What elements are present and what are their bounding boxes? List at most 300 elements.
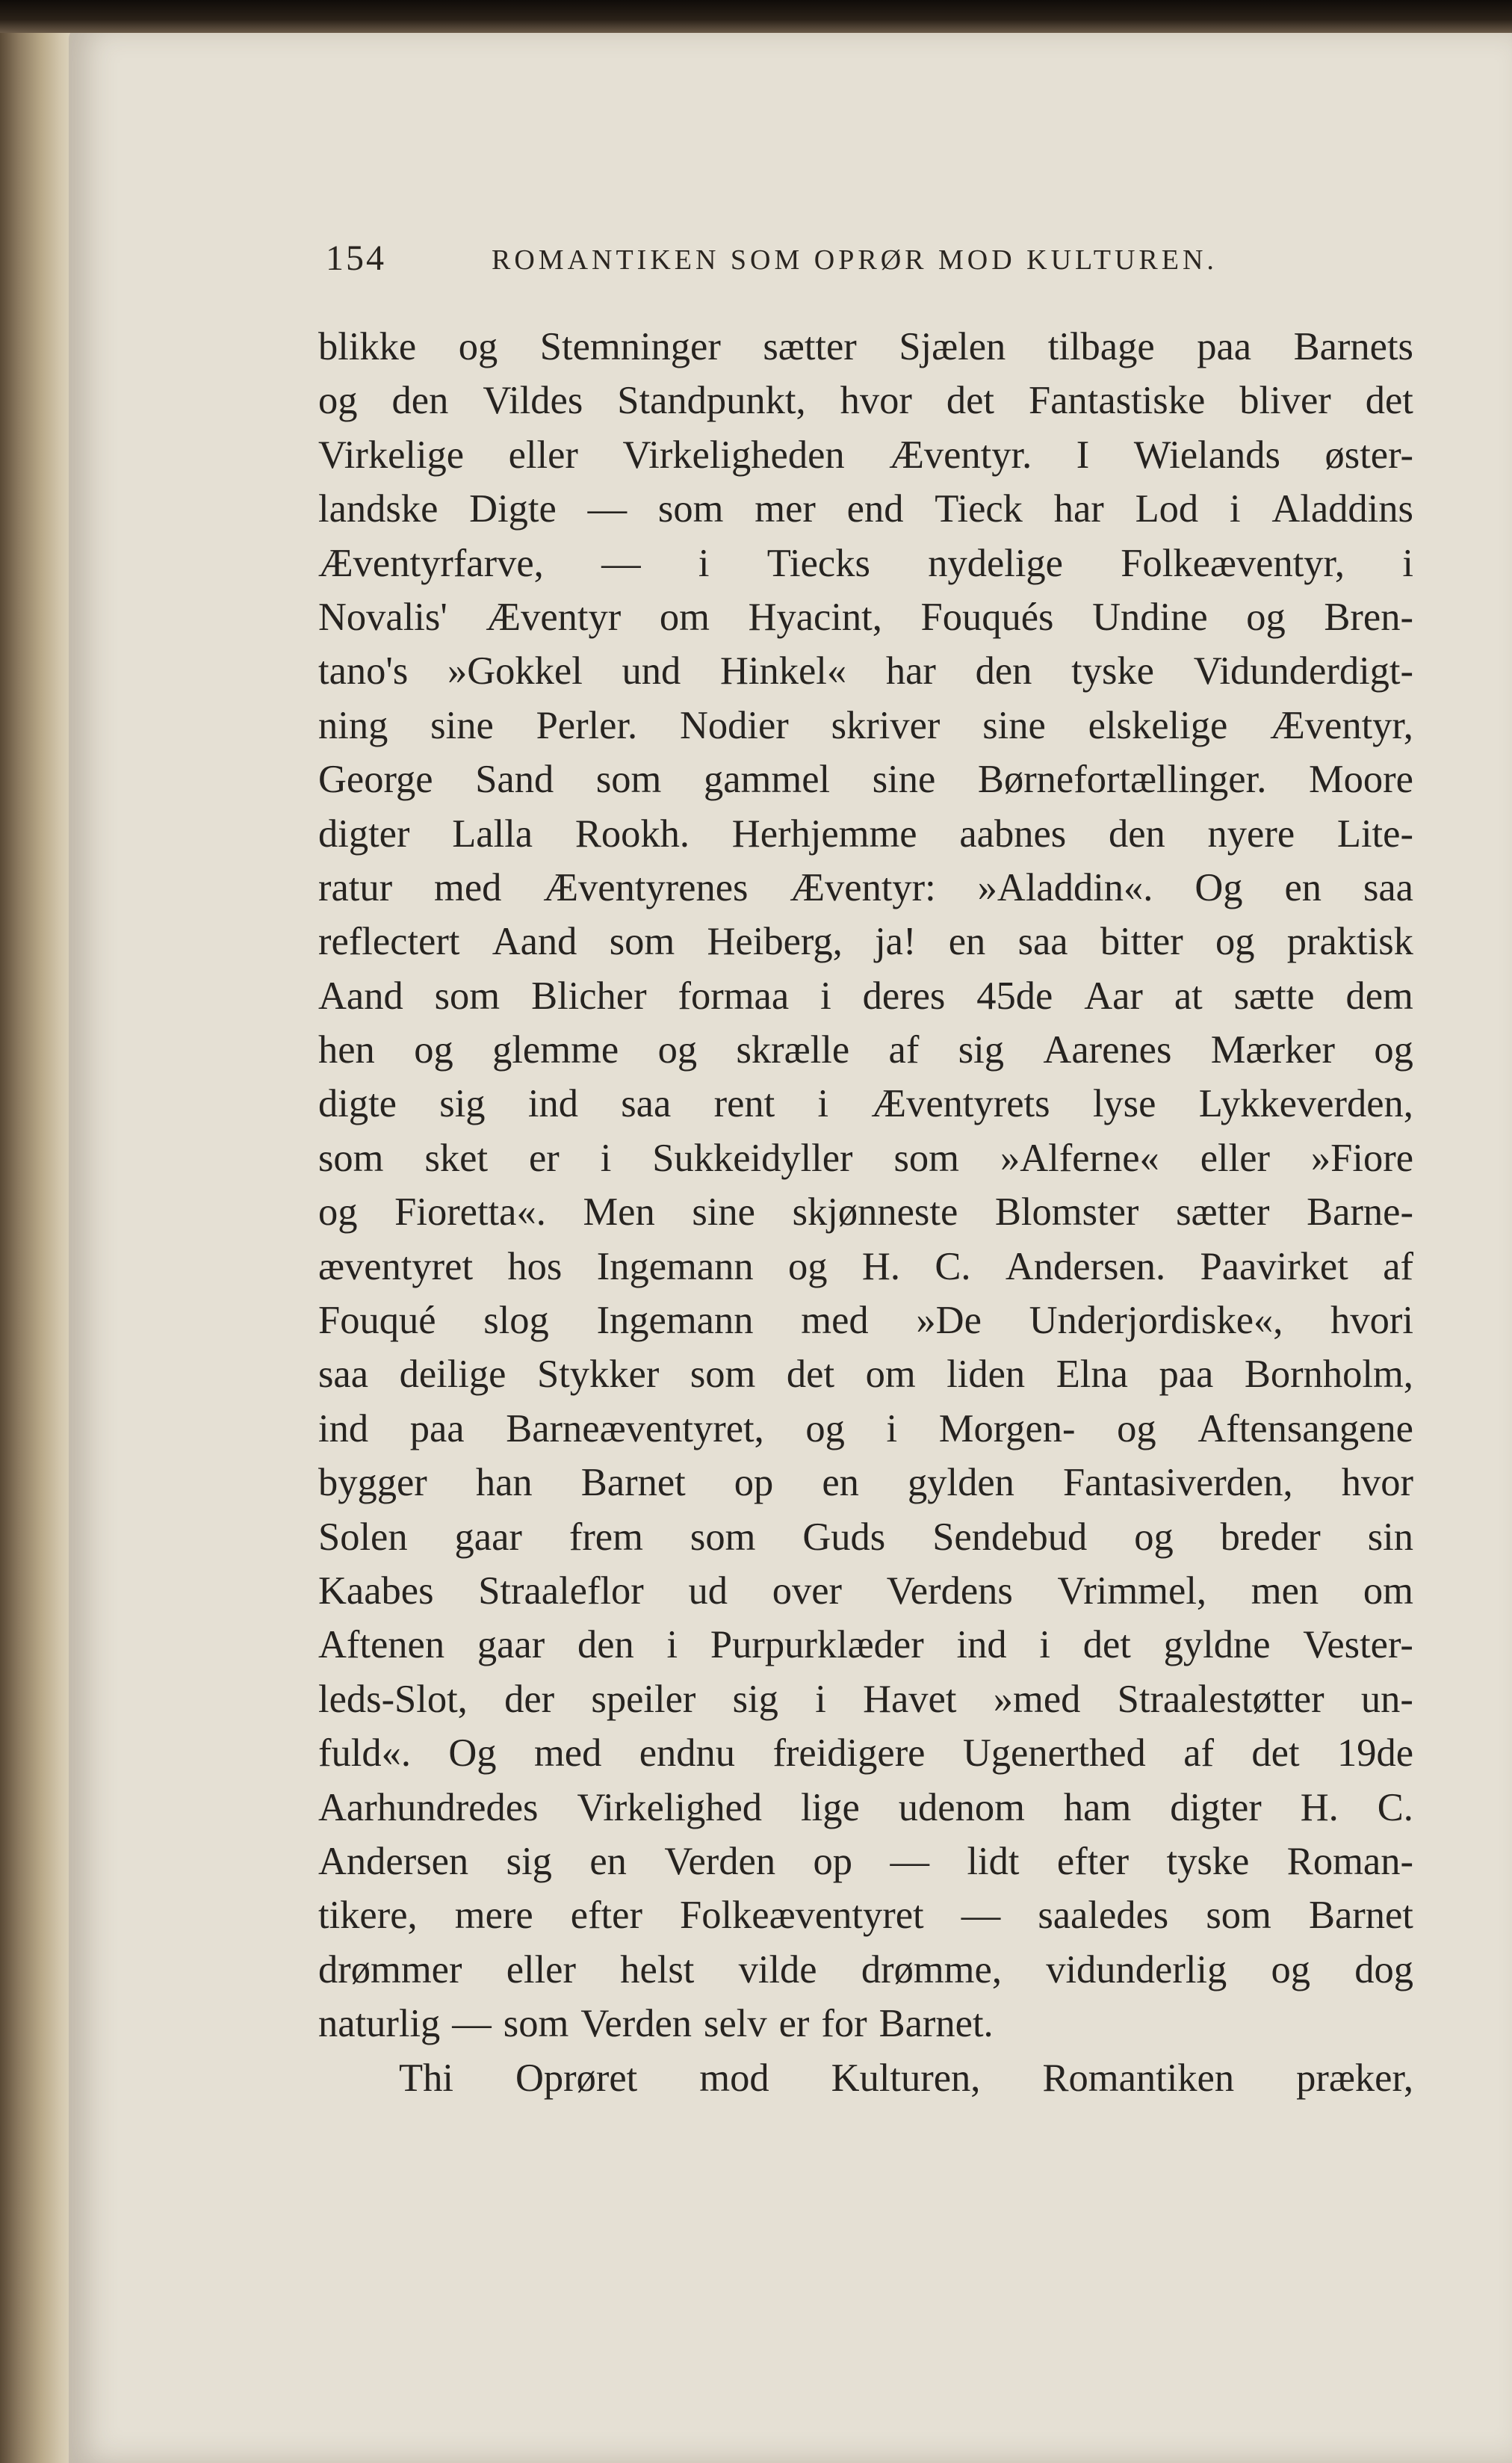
word: tano's (318, 649, 409, 693)
word: bitter (1100, 920, 1183, 964)
word: i (1229, 487, 1241, 531)
page-number: 154 (326, 238, 386, 278)
word: Æventyrenes (543, 865, 749, 909)
text-line (318, 969, 1413, 1023)
word: Fantastiske (1029, 379, 1206, 423)
text-line (318, 428, 1413, 482)
word: Solen (318, 1515, 408, 1559)
word: formaa (678, 974, 790, 1018)
word: — (452, 2002, 492, 2046)
word: Æventyr (486, 595, 622, 639)
word: Blicher (531, 974, 647, 1018)
word: gyldne (1163, 1623, 1271, 1667)
word: — (890, 1839, 929, 1883)
word: der (504, 1677, 555, 1721)
word: paa (1197, 325, 1252, 368)
word: som (595, 758, 662, 802)
word: hvor (1341, 1461, 1413, 1505)
word: Aarhundredes (318, 1785, 539, 1829)
text-line (318, 1456, 1413, 1509)
word: Fantasiverden, (1062, 1461, 1293, 1505)
word: saa (621, 1082, 672, 1126)
word: sine (692, 1190, 755, 1234)
word: fuld«. (318, 1731, 411, 1776)
word: i (666, 1623, 678, 1667)
word: paa (1159, 1353, 1214, 1397)
word: og (1246, 595, 1286, 639)
word: Elna (1056, 1353, 1128, 1397)
text-line (318, 1997, 1413, 2051)
word: 19de (1336, 1731, 1413, 1776)
text-line (318, 320, 1413, 374)
word: Og (1195, 865, 1243, 909)
word: Havet (863, 1677, 957, 1721)
word: det (1251, 1731, 1300, 1776)
word: hen (318, 1028, 375, 1072)
word: Fouqués (920, 595, 1054, 639)
word: det (786, 1353, 835, 1397)
word: leds-Slot, (318, 1677, 468, 1721)
word: i (815, 1677, 826, 1721)
word: at (1174, 974, 1203, 1018)
word: Vester- (1303, 1623, 1413, 1667)
word: speiler (591, 1677, 696, 1721)
word: Perler. (536, 703, 638, 747)
text-line (318, 482, 1413, 536)
word: sig (958, 1028, 1005, 1072)
word: sig (439, 1082, 486, 1126)
word: hvor (840, 379, 912, 423)
word: præker, (1296, 2056, 1413, 2100)
word: dog (1354, 1947, 1413, 1991)
word: ind (318, 1406, 369, 1450)
text-line (318, 1510, 1413, 1564)
word: i (1402, 541, 1413, 585)
word: op (813, 1839, 853, 1883)
word: Men (583, 1190, 655, 1234)
word: Verdens (886, 1569, 1013, 1613)
word: og (805, 1406, 845, 1450)
word: Straaleflor (478, 1569, 644, 1613)
word: Digte (469, 487, 557, 531)
word: und (622, 649, 681, 693)
word: Nodier (680, 703, 789, 747)
word: reflectert (318, 920, 460, 964)
word: eller (506, 1947, 576, 1991)
word: af (1183, 1731, 1214, 1776)
word: Sendebud (932, 1515, 1088, 1559)
word: Oprøret (515, 2056, 638, 2100)
word: og (318, 379, 358, 423)
word: Tiecks (766, 541, 870, 585)
word: af (888, 1028, 920, 1072)
word: den (577, 1623, 634, 1667)
word: en (822, 1461, 859, 1505)
text-line (318, 1618, 1413, 1672)
word: Barnet (580, 1461, 686, 1505)
word: ja! (875, 920, 917, 964)
word: Kulturen, (831, 2056, 981, 2100)
word: hos (507, 1244, 563, 1288)
text-line (318, 1564, 1413, 1618)
word: Stemninger (539, 325, 721, 368)
word: Novalis' (318, 595, 447, 639)
word: mod (699, 2056, 769, 2100)
word: Bornholm, (1244, 1353, 1413, 1397)
word: ning (318, 703, 388, 747)
scan-top-edge (0, 0, 1512, 33)
word: Virkeligheden (622, 433, 845, 477)
word: i (820, 974, 831, 1018)
word: Aladdins (1271, 487, 1413, 531)
word: mere (454, 1894, 533, 1938)
word: — (601, 541, 641, 585)
word: har (1053, 487, 1104, 531)
word: og (1117, 1406, 1156, 1450)
word: er (778, 2002, 810, 2046)
word: saa (1017, 920, 1068, 964)
word: Barnet (1308, 1894, 1413, 1938)
word: sætter (763, 325, 857, 368)
word: Hinkel« (720, 649, 847, 693)
word: »Fiore (1310, 1136, 1413, 1180)
word: er (528, 1136, 560, 1180)
word: George (318, 758, 433, 802)
word: vilde (738, 1947, 817, 1991)
word: »De (916, 1299, 982, 1343)
word: og (458, 325, 498, 368)
word: som (434, 974, 501, 1018)
word: H. (861, 1244, 900, 1288)
word: Aand (318, 974, 403, 1018)
word: øster- (1324, 433, 1413, 477)
word: gaar (454, 1515, 522, 1559)
word: freidigere (772, 1731, 926, 1776)
word: C. (1377, 1785, 1413, 1829)
word: un- (1360, 1677, 1413, 1721)
text-line (318, 861, 1413, 915)
word: Æventyrets (871, 1082, 1050, 1126)
word: — (961, 1894, 1001, 1938)
word: skrælle (736, 1028, 850, 1072)
word: helst (620, 1947, 695, 1991)
text-line (318, 1240, 1413, 1294)
word: gammel (703, 758, 831, 802)
word: 45de (976, 974, 1053, 1018)
word: Aarenes (1043, 1028, 1172, 1072)
word: Fouqué (318, 1299, 436, 1343)
word: lyse (1092, 1082, 1156, 1126)
word: den (975, 649, 1032, 693)
word: dem (1345, 974, 1413, 1018)
word: op (734, 1461, 774, 1505)
word: gaar (477, 1623, 545, 1667)
word: lidt (967, 1839, 1020, 1883)
word: en (948, 920, 986, 964)
word: sætte (1233, 974, 1315, 1018)
word: Barneæventyret, (506, 1406, 764, 1450)
word: Aftensangene (1197, 1406, 1413, 1450)
word: Kaabes (318, 1569, 434, 1613)
page-header (326, 238, 1409, 279)
word: Purpurklæder (710, 1623, 924, 1667)
word: som (1206, 1894, 1271, 1938)
word: Paavirket (1200, 1244, 1348, 1288)
word: sig (732, 1677, 778, 1721)
word: efter (570, 1894, 642, 1938)
word: som (893, 1136, 960, 1180)
word: og (318, 1190, 358, 1234)
word: glemme (492, 1028, 619, 1072)
word: sine (872, 758, 936, 802)
word: Underjordiske«, (1029, 1299, 1283, 1343)
word: og (657, 1028, 698, 1072)
word: digter (1170, 1785, 1262, 1829)
word: drømmer (318, 1947, 462, 1991)
word: aabnes (959, 812, 1067, 856)
word: med (434, 865, 502, 909)
word: elskelige (1088, 703, 1228, 747)
text-line (318, 1781, 1413, 1835)
word: om (865, 1353, 916, 1397)
word: han (475, 1461, 533, 1505)
word: C. (935, 1244, 971, 1288)
word: — (587, 487, 628, 531)
word: paa (409, 1406, 465, 1450)
word: Aand (492, 920, 577, 964)
word: har (885, 649, 936, 693)
word: som (503, 2002, 569, 2046)
word: udenom (898, 1785, 1025, 1829)
word: Roman- (1286, 1839, 1413, 1883)
word: over (772, 1569, 842, 1613)
word: Sand (475, 758, 554, 802)
word: ratur (318, 865, 393, 909)
word: og (788, 1244, 828, 1288)
word: men (1251, 1569, 1319, 1613)
word: nyere (1207, 812, 1295, 856)
word: Herhjemme (731, 812, 917, 856)
word: om (659, 595, 710, 639)
word: Hyacint, (748, 595, 882, 639)
word: ind (956, 1623, 1007, 1667)
word: efter (1056, 1839, 1130, 1883)
text-line (318, 2051, 1413, 2105)
text-line (318, 1023, 1413, 1077)
word: liden (946, 1353, 1026, 1397)
word: digte (318, 1082, 397, 1126)
word: sætter (1176, 1190, 1270, 1234)
word: som (318, 1136, 384, 1180)
text-line (318, 1888, 1413, 1942)
word: med (801, 1299, 869, 1343)
text-line (318, 1077, 1413, 1131)
word: Virkelige (318, 433, 465, 477)
word: hvori (1330, 1299, 1413, 1343)
text-line (318, 1294, 1413, 1347)
word: deres (862, 974, 946, 1018)
word: Lite- (1336, 812, 1413, 856)
word: tikere, (318, 1894, 418, 1938)
word: saa (318, 1353, 369, 1397)
word: i (886, 1406, 898, 1450)
word: Bren- (1324, 595, 1413, 639)
text-line (318, 374, 1413, 427)
text-line (318, 1185, 1413, 1239)
word: tyske (1166, 1839, 1250, 1883)
word: eller (508, 433, 578, 477)
word: breder (1220, 1515, 1321, 1559)
word: som (657, 487, 724, 531)
word: en (1284, 865, 1322, 909)
word: med (533, 1731, 602, 1776)
word: saaledes (1038, 1894, 1169, 1938)
word: Aftenen (318, 1623, 445, 1667)
word: frem (568, 1515, 643, 1559)
word: nydelige (928, 541, 1063, 585)
word: den (391, 379, 449, 423)
word: »Aladdin«. (977, 865, 1153, 909)
text-line (318, 1943, 1413, 1997)
word: og (1374, 1028, 1413, 1072)
text-line (318, 915, 1413, 968)
word: digter (318, 812, 410, 856)
word: Vrimmel, (1057, 1569, 1207, 1613)
word: naturlig (318, 2002, 441, 2046)
word: sig (506, 1839, 552, 1883)
word: det (1082, 1623, 1131, 1667)
word: vidunderlig (1046, 1947, 1227, 1991)
word: og (1271, 1947, 1310, 1991)
book-binding-edge (0, 0, 75, 2463)
word: ind (527, 1082, 578, 1126)
word: Stykker (536, 1353, 660, 1397)
word: lige (801, 1785, 860, 1829)
word: æventyret (318, 1244, 474, 1288)
word: H. (1300, 1785, 1339, 1829)
word: den (1108, 812, 1165, 856)
word: Tieck (935, 487, 1023, 531)
word: end (846, 487, 904, 531)
word: en (589, 1839, 627, 1883)
word: og (414, 1028, 453, 1072)
word: tyske (1071, 649, 1154, 693)
word: Barnets (1293, 325, 1413, 368)
word: drømme, (861, 1947, 1002, 1991)
word: Romantiken (1042, 2056, 1235, 2100)
word: i (817, 1082, 829, 1126)
word: sket (424, 1136, 489, 1180)
word: om (1363, 1569, 1413, 1613)
text-line (318, 1131, 1413, 1185)
text-line (318, 807, 1413, 861)
word: som (690, 1515, 756, 1559)
text-line (318, 1726, 1413, 1780)
text-line (318, 644, 1413, 698)
word: Verden (580, 2002, 693, 2046)
word: Sukkeidyller (652, 1136, 853, 1180)
word: ham (1063, 1785, 1132, 1829)
word: Æventyrfarve, (318, 541, 544, 585)
word: som (609, 920, 675, 964)
text-line (318, 1402, 1413, 1456)
word: Æventyr, (1270, 703, 1413, 747)
word: »Gokkel (447, 649, 583, 693)
word: Ingemann (596, 1244, 754, 1288)
text-line (318, 1672, 1413, 1726)
word: bygger (318, 1461, 427, 1505)
text-line (318, 590, 1413, 644)
word: skjønneste (792, 1190, 958, 1234)
word: blikke (318, 325, 417, 368)
word: Andersen. (1005, 1244, 1166, 1288)
word: Mærker (1210, 1028, 1335, 1072)
word: i (1039, 1623, 1050, 1667)
word: Barnet. (879, 2002, 994, 2046)
word: Sjælen (899, 325, 1006, 368)
word: eller (1200, 1136, 1270, 1180)
word: for (821, 2002, 867, 2046)
word: Heiberg, (707, 920, 843, 964)
word: Aar (1084, 974, 1143, 1018)
word: endnu (639, 1731, 736, 1776)
word: sin (1367, 1515, 1413, 1559)
word: Virkelighed (577, 1785, 763, 1829)
word: bliver (1239, 379, 1331, 423)
word: sine (982, 703, 1046, 747)
word: mer (755, 487, 816, 531)
word: i (600, 1136, 612, 1180)
word: Folkeæventyret (680, 1894, 924, 1938)
word: Vidunderdigt- (1193, 649, 1413, 693)
word: Børnefortællinger. (977, 758, 1267, 802)
word: Æventyr: (790, 865, 936, 909)
word: og (1134, 1515, 1174, 1559)
word: I (1076, 433, 1090, 477)
text-line (318, 1347, 1413, 1401)
word: slog (483, 1299, 549, 1343)
word: Barne- (1307, 1190, 1413, 1234)
word: Fioretta«. (394, 1190, 546, 1234)
text-line (318, 537, 1413, 590)
word: Ingemann (596, 1299, 754, 1343)
word: Wielands (1133, 433, 1280, 477)
word: af (1383, 1244, 1413, 1288)
text-line (318, 753, 1413, 806)
word: »Alferne« (1000, 1136, 1159, 1180)
word: Vildes (483, 379, 583, 423)
word: Æventyr. (889, 433, 1032, 477)
word: Og (448, 1731, 497, 1776)
word: Undine (1092, 595, 1208, 639)
word: det (1365, 379, 1413, 423)
word: Guds (802, 1515, 886, 1559)
word: Ugenerthed (962, 1731, 1146, 1776)
word: i (698, 541, 710, 585)
word: Moore (1308, 758, 1413, 802)
word: gylden (908, 1461, 1014, 1505)
word: Thi (399, 2056, 453, 2100)
word: »med (993, 1677, 1081, 1721)
word: sine (430, 703, 494, 747)
word: det (946, 379, 994, 423)
word: praktisk (1286, 920, 1413, 964)
word: tilbage (1047, 325, 1155, 368)
word: rent (713, 1082, 775, 1126)
word: Lalla (452, 812, 533, 856)
word: Andersen (318, 1839, 469, 1883)
body-text (318, 320, 1413, 2105)
